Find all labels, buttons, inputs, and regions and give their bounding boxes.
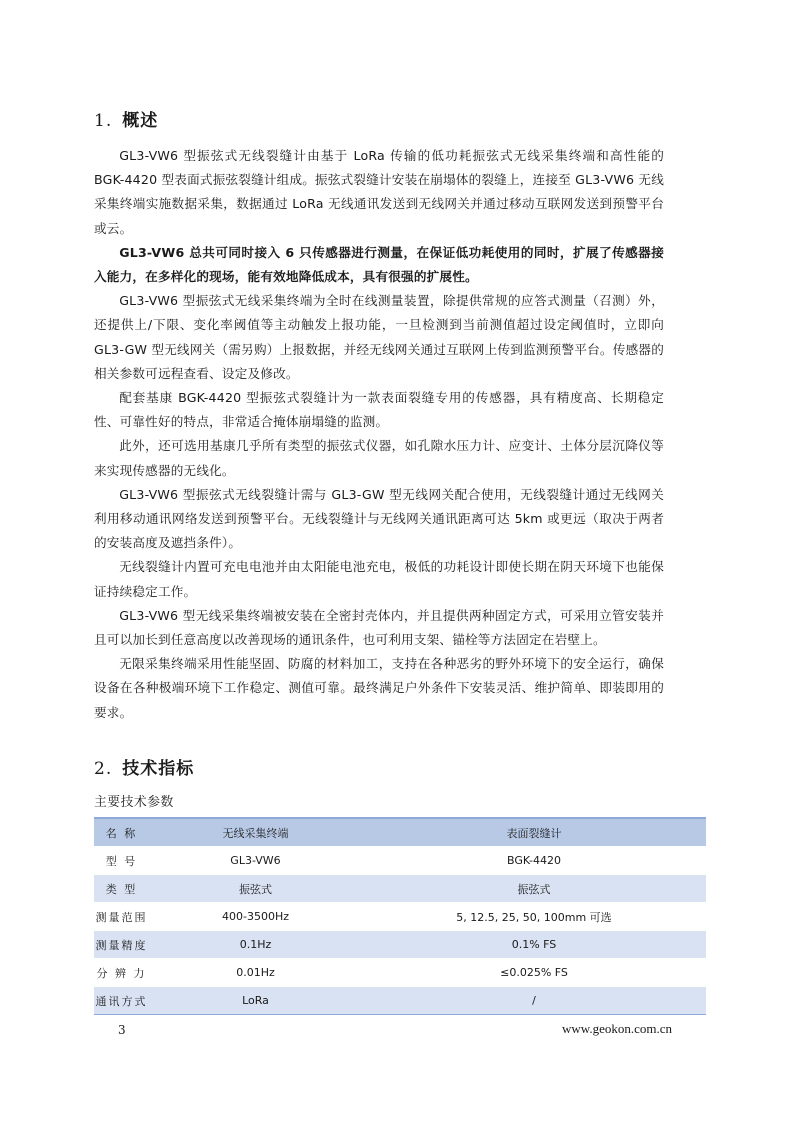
row-label: 类 型: [94, 875, 149, 903]
cell-crackmeter: /: [362, 987, 706, 1015]
cell-terminal: 振弦式: [149, 875, 362, 903]
cell-crackmeter: 0.1% FS: [362, 931, 706, 959]
table-row: [94, 903, 706, 931]
table-row: [94, 931, 706, 959]
overview-body: [94, 144, 664, 725]
table-header-terminal: 无线采集终端: [149, 818, 362, 847]
paragraph-highlight: GL3-VW6 总共可同时接入 6 只传感器进行测量，在保证低功耗使用的同时，扩展了传感器接入能力，在多样化的现场，能有效地降低成本，具有很强的扩展性。: [94, 244, 664, 285]
section-heading-specs: [94, 754, 194, 779]
cell-crackmeter: BGK-4420: [362, 847, 706, 875]
section-title: 技术指标: [122, 759, 195, 779]
paragraph: 无线裂缝计内置可充电电池并由太阳能电池充电，极低的功耗设计即使长期在阴天环境下也能保证持续稳定工作。: [94, 559, 664, 599]
paragraph: GL3-VW6 型振弦式无线裂缝计由基于 LoRa 传输的低功耗振弦式无线采集终端和高性能的 BGK-4420 型表面式振弦裂缝计组成。振弦式裂缝计安装在崩塌体的裂缝上，连接至 GL3-VW6 无线采集终端实施数据采集，数据通过 LoRa 无线通讯发送到无线网关并通过移动互联网发送到预警平台或云。: [94, 148, 664, 236]
cell-terminal: 0.1Hz: [149, 931, 362, 959]
cell-crackmeter: 5, 12.5, 25, 50, 100mm 可选: [362, 903, 706, 931]
table-row: [94, 847, 706, 875]
paragraph: 无限采集终端采用性能坚固、防腐的材料加工，支持在各种恶劣的野外环境下的安全运行，确保设备在各种极端环境下工作稳定、测值可靠。最终满足户外条件下安装灵活、维护简单、即装即用的要求。: [94, 656, 664, 720]
spec-table: [94, 817, 706, 1015]
table-header-label: 名 称: [94, 818, 149, 847]
row-label: 通讯方式: [94, 987, 149, 1015]
table-row: [94, 875, 706, 903]
paragraph: GL3-VW6 型振弦式无线采集终端为全时在线测量装置，除提供常规的应答式测量（召测）外，还提供上/下限、变化率阈值等主动触发上报功能，一旦检测到当前测值超过设定阈值时，立即向GL3-GW 型无线网关（需另购）上报数据，并经无线网关通过互联网上传到监测预警平台。传感器的相关参数可远程查看、设定及修改。: [94, 293, 664, 381]
cell-terminal: 400-3500Hz: [149, 903, 362, 931]
section-number: 2.: [94, 759, 113, 779]
row-label: 型 号: [94, 847, 149, 875]
row-label: 分 辨 力: [94, 959, 149, 987]
cell-crackmeter: 振弦式: [362, 875, 706, 903]
paragraph: 配套基康 BGK-4420 型振弦式裂缝计为一款表面裂缝专用的传感器，具有精度高、长期稳定性、可靠性好的特点，非常适合掩体崩塌缝的监测。: [94, 390, 664, 430]
paragraph: 此外，还可选用基康几乎所有类型的振弦式仪器，如孔隙水压力计、应变计、土体分层沉降仪等来实现传感器的无线化。: [94, 438, 664, 478]
page-number: 3: [118, 1023, 126, 1037]
table-header-crackmeter: 表面裂缝计: [362, 818, 706, 847]
table-caption: 主要技术参数: [94, 795, 174, 810]
table-row: [94, 959, 706, 987]
section-heading-overview: [94, 106, 158, 131]
row-label: 测量范围: [94, 903, 149, 931]
cell-crackmeter: ≤0.025% FS: [362, 959, 706, 987]
cell-terminal: GL3-VW6: [149, 847, 362, 875]
section-number: 1.: [94, 111, 113, 131]
section-title: 概述: [122, 111, 159, 131]
row-label: 测量精度: [94, 931, 149, 959]
cell-terminal: 0.01Hz: [149, 959, 362, 987]
footer-website: www.geokon.com.cn: [562, 1021, 672, 1036]
paragraph: GL3-VW6 型无线采集终端被安装在全密封壳体内，并且提供两种固定方式，可采用立管安装并且可以加长到任意高度以改善现场的通讯条件，也可利用支架、锚栓等方法固定在岩壁上。: [94, 607, 664, 648]
cell-terminal: LoRa: [149, 987, 362, 1015]
table-row: [94, 987, 706, 1015]
paragraph: GL3-VW6 型振弦式无线裂缝计需与 GL3-GW 型无线网关配合使用，无线裂缝计通过无线网关利用移动通讯网络发送到预警平台。无线裂缝计与无线网关通讯距离可达 5km 或更远（取决于两者的安装高度及遮挡条件）。: [94, 486, 664, 551]
table-header-row: [94, 818, 706, 847]
